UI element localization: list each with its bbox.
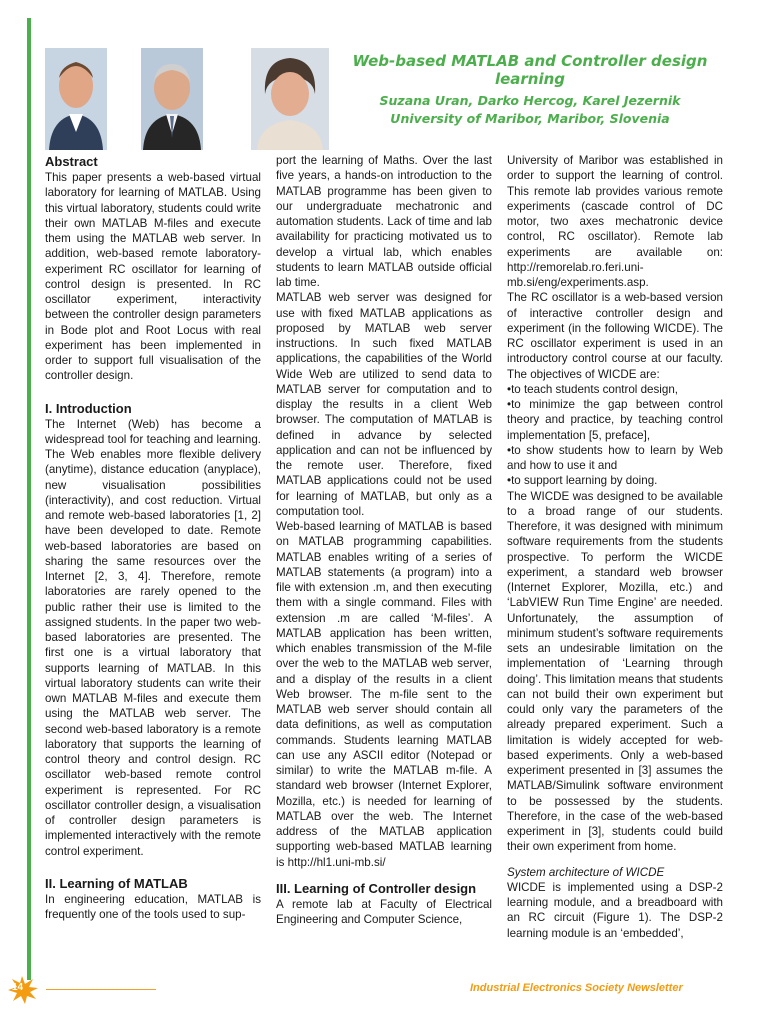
author-photo-1 [45, 48, 107, 150]
abstract-heading: Abstract [45, 154, 98, 169]
page-number: 14 [12, 982, 24, 993]
text-column-2 [276, 153, 492, 927]
author-photo-3 [251, 48, 329, 150]
matlab-paragraph-3: Web-based learning of MATLAB is based on MATLAB programming capabilities. MATLAB enables writing of a series of MATLAB statements (a program) into a file with extension .m, and then executing them with a single command. Files with extension .m are called ‘M-files’. A MATLAB application has been written, which enables transmission of the M-file over the web to the MATLAB web server, and a display of the results in a client Web browser. The m-file sent to the MATLAB web server should contain all data definitions, as well as computation commands. Students learning MATLAB can use any ASCII editor (Notepad or similar) to write the MATLAB m-file. A standard web browser (Internet Explorer, Mozilla, etc.) is needed for learning of MATLAB over the web. The Internet address of the MATLAB application supporting web-based MATLAB learning is http://hl1.uni-mb.si/ [276, 520, 492, 869]
controller-paragraph-1: A remote lab at Faculty of Electrical Engineering and Computer Science, [276, 897, 492, 926]
portrait-1-image [45, 48, 107, 150]
controller-paragraph-2: University of Maribor was established in order to support the learning of control. This remote lab provides various remote experiments (cascade control of DC motor, two axes mechatronic device control, RC oscillator). Remote lab experiments are available on: http://remorelab.ro.feri.uni-mb.si/eng/experiments.asp. [507, 154, 723, 289]
objectives-list [507, 382, 723, 489]
introduction-heading: I. Introduction [45, 400, 132, 416]
author-affiliation: University of Maribor, Maribor, Slovenia [390, 111, 670, 126]
system-architecture-paragraph: WICDE is implemented using a DSP-2 learning module, and a breadboard with an RC circuit (Figure 1). The DSP-2 learning module is an ‘embedded’, [507, 880, 723, 940]
learning-matlab-paragraph: In engineering education, MATLAB is frequently one of the tools used to sup- [45, 892, 261, 921]
author-photo-2 [141, 48, 203, 150]
controller-paragraph-4: The WICDE was designed to be available to a broad range of our students. Therefore, it was designed with minimum software requirements from the students prospective. To perform the WICDE experiment, a standard web browser (Internet Explorer, Mozilla, etc.) and ‘LabVIEW Run Time Engine’ are needed. Unfortunately, the assumption of minimum student’s software requirements sets an undesirable limitation on the implementation of ‘Learning through doing’. This limitation means that students can not build their own experiment but could only vary the parameters of the already prepared experiment. Such a limitation is widely accepted for web-based experiments. Only a web-based experiment presented in [3] assumes the MATLAB/Simulink software environment to be possessed by the students. Therefore, in the case of the web-based experiment in [3], students could build their own experiment from home. [507, 489, 723, 854]
matlab-paragraph-1: port the learning of Maths. Over the last five years, a hands-on introduction to the MATLAB programme has been given to our undergraduate mechatronic and automation students. Lack of time and lab availability for practicing motivated us to develop a virtual lab, which enables students to learn MATLAB outside official lab time. [276, 154, 492, 289]
abstract-paragraph: This paper presents a web-based virtual laboratory for learning of MATLAB. Using this virtual laboratory, students could write their own MATLAB M-files and execute them using the MATLAB web server. In addition, web-based remote laboratory-experiment RC oscillator for learning of control design is presented. In RC oscillator experiment, interactivity between the controller design parameters in Bode plot and Root Locus with real experiment has been implemented in order to support full visualisation of the controller design. [45, 171, 261, 383]
objective-item: • to teach students control design, [507, 382, 723, 397]
introduction-paragraph: The Internet (Web) has become a widespread tool for teaching and learning. The Web enables more flexible delivery (anytime), distance education (anyplace), new visualisation possibilities (interactivity), and cost reduction. Virtual and remote web-based laboratories [1, 2] have been developed to date. Remote web-based laboratories are based on sharing the same resources over the Internet [2, 3, 4]. Therefore, remote laboratories are rarely opened to the public rather their use is limited to the assigned students. In the paper two web-based laboratories are presented. The first one is a virtual laboratory that supports learning of MATLAB. In this virtual laboratory students can write their own MATLAB M-files and execute them using the MATLAB web server. The second web-based laboratory is a remote laboratory that supports the learning of control theory and control design. RC oscillator web-based remote control experiment is represented. For RC oscillator controller design, a visualisation of controller design parameters is implemented interactively with the remote control experiment. [45, 417, 261, 858]
portrait-2-image [141, 48, 203, 150]
matlab-paragraph-2: MATLAB web server was designed for use with fixed MATLAB applications as proposed by MATLAB web server instructions. In such fixed MATLAB applications, the capabilities of the World Wide Web are utilized to send data to MATLAB server for computation and to display the results in a client Web browser. The computation of MATLAB is defined in advance by selected application and can not be influenced by the remote user. Therefore, fixed MATLAB applications could not be used for learning of MATLAB, but only as a computation tool. [276, 291, 492, 518]
text-column-1 [45, 153, 261, 922]
footer-rule [46, 989, 156, 990]
objective-item: • to minimize the gap between control theory and practice, by teaching control implementation [5, preface], [507, 397, 723, 443]
controller-design-heading: III. Learning of Controller design [276, 880, 477, 896]
author-block [330, 92, 730, 128]
objective-item: • to show students how to learn by Web and how to use it and [507, 443, 723, 474]
controller-paragraph-3: The RC oscillator is a web-based version of interactive controller design and experiment (in the following WICDE). The RC oscillator experiment is used in an introductory control course at our faculty. The objectives of WICDE are: [507, 291, 723, 381]
learning-matlab-heading: II. Learning of MATLAB [45, 875, 188, 891]
text-column-3 [507, 153, 723, 941]
portrait-3-image [251, 48, 329, 150]
objective-item: • to support learning by doing. [507, 473, 723, 488]
article-title: Web-based MATLAB and Controller design learning [352, 52, 708, 88]
left-accent-rule [27, 18, 31, 980]
newsletter-name: Industrial Electronics Society Newsletter [470, 982, 683, 994]
author-names: Suzana Uran, Darko Hercog, Karel Jezernik [379, 93, 681, 108]
system-architecture-subheading: System architecture of WICDE [507, 865, 665, 879]
